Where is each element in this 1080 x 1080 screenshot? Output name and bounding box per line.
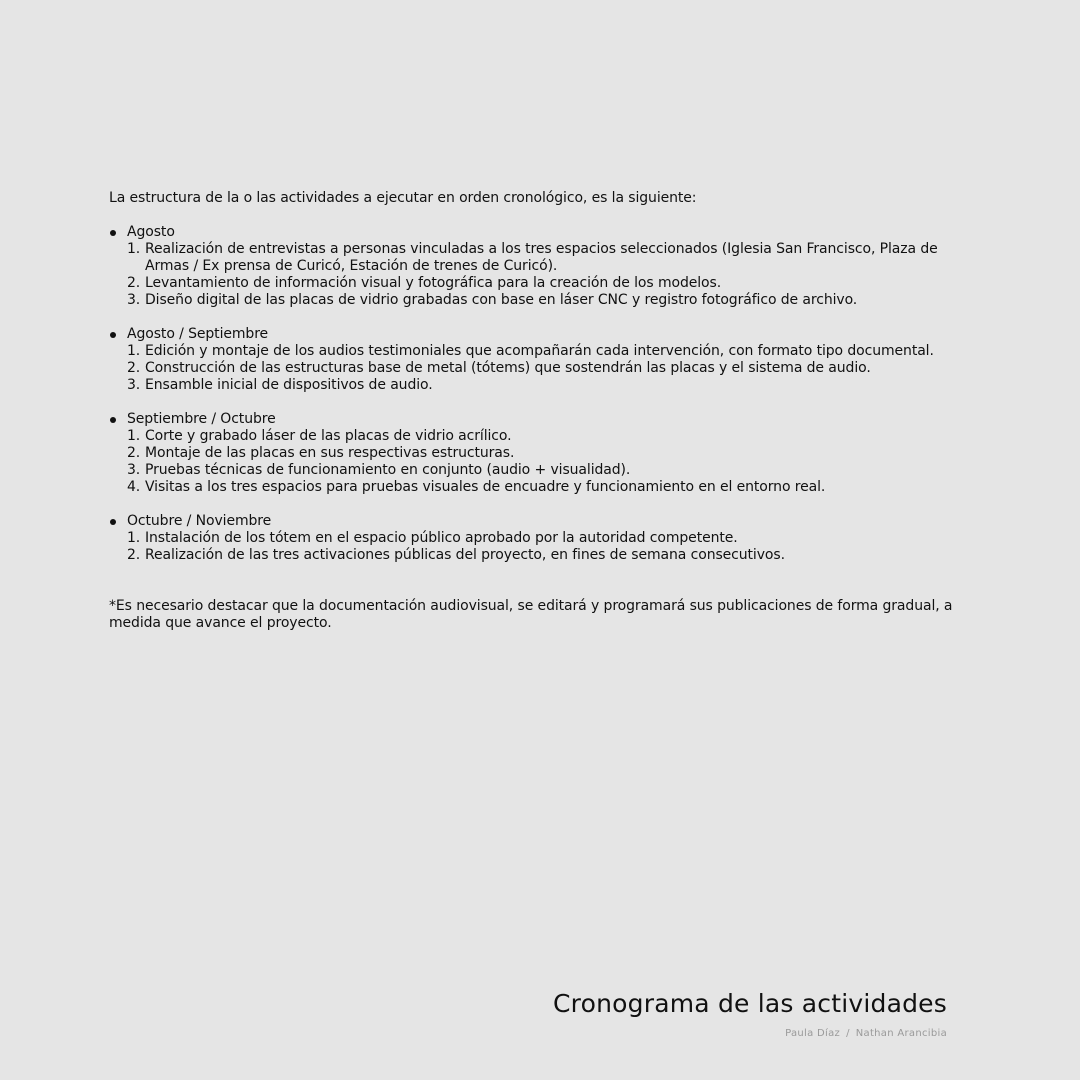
document-body <box>109 190 971 632</box>
task-number: 2. <box>127 275 141 291</box>
task-text: Realización de las tres activaciones públicas del proyecto, en fines de semana consecutivos. <box>145 547 785 563</box>
task-item <box>127 428 971 445</box>
author-name: Paula Díaz <box>785 1028 841 1039</box>
author-separator: / <box>846 1028 850 1039</box>
task-number: 1. <box>127 428 141 444</box>
task-number: 4. <box>127 479 141 495</box>
phase-item <box>109 224 971 309</box>
task-number: 1. <box>127 343 141 359</box>
task-text: Pruebas técnicas de funcionamiento en conjunto (audio + visualidad). <box>145 462 631 478</box>
task-text: Ensamble inicial de dispositivos de audio. <box>145 377 433 393</box>
task-item <box>127 445 971 462</box>
task-text: Montaje de las placas en sus respectivas estructuras. <box>145 445 515 461</box>
task-list <box>127 428 971 496</box>
task-item <box>127 377 971 394</box>
intro-text: La estructura de la o las actividades a ejecutar en orden cronológico, es la siguiente: <box>109 190 697 206</box>
task-number: 3. <box>127 377 141 393</box>
footnote-text: *Es necesario destacar que la documentación audiovisual, se editará y programará sus publicaciones de forma gradual, a medida que avance el proyecto. <box>109 598 953 631</box>
task-list <box>127 343 971 394</box>
task-item <box>127 343 971 360</box>
phase-item <box>109 513 971 564</box>
author-name: Nathan Arancibia <box>855 1028 947 1039</box>
phase-title: Octubre / Noviembre <box>127 513 272 529</box>
phase-title: Agosto <box>127 224 175 240</box>
task-item <box>127 360 971 377</box>
task-number: 2. <box>127 360 141 376</box>
task-text: Levantamiento de información visual y fotográfica para la creación de los modelos. <box>145 275 722 291</box>
task-item <box>127 462 971 479</box>
task-text: Visitas a los tres espacios para pruebas visuales de encuadre y funcionamiento en el entorno real. <box>145 479 826 495</box>
task-text: Corte y grabado láser de las placas de vidrio acrílico. <box>145 428 512 444</box>
task-text: Construcción de las estructuras base de metal (tótems) que sostendrán las placas y el sistema de audio. <box>145 360 871 376</box>
task-item <box>127 275 971 292</box>
task-text: Diseño digital de las placas de vidrio grabadas con base en láser CNC y registro fotográfico de archivo. <box>145 292 858 308</box>
task-text: Realización de entrevistas a personas vinculadas a los tres espacios seleccionados (Iglesia San Francisco, Plaza de Armas / Ex prensa de Curicó, Estación de trenes de Curicó). <box>145 241 938 274</box>
task-number: 1. <box>127 530 141 546</box>
task-number: 3. <box>127 292 141 308</box>
phase-item <box>109 411 971 496</box>
phase-item <box>109 326 971 394</box>
task-item <box>127 292 971 309</box>
phase-title: Agosto / Septiembre <box>127 326 269 342</box>
page-title: Cronograma de las actividades <box>553 989 947 1018</box>
author-credits <box>785 1027 947 1040</box>
task-list <box>127 241 971 309</box>
phase-list <box>109 224 971 564</box>
task-text: Instalación de los tótem en el espacio público aprobado por la autoridad competente. <box>145 530 738 546</box>
task-item <box>127 479 971 496</box>
task-item <box>127 241 971 275</box>
task-item <box>127 547 971 564</box>
phase-title: Septiembre / Octubre <box>127 411 276 427</box>
task-number: 3. <box>127 462 141 478</box>
task-number: 1. <box>127 241 141 257</box>
task-item <box>127 530 971 547</box>
task-list <box>127 530 971 564</box>
task-number: 2. <box>127 445 141 461</box>
task-text: Edición y montaje de los audios testimoniales que acompañarán cada intervención, con formato tipo documental. <box>145 343 934 359</box>
task-number: 2. <box>127 547 141 563</box>
